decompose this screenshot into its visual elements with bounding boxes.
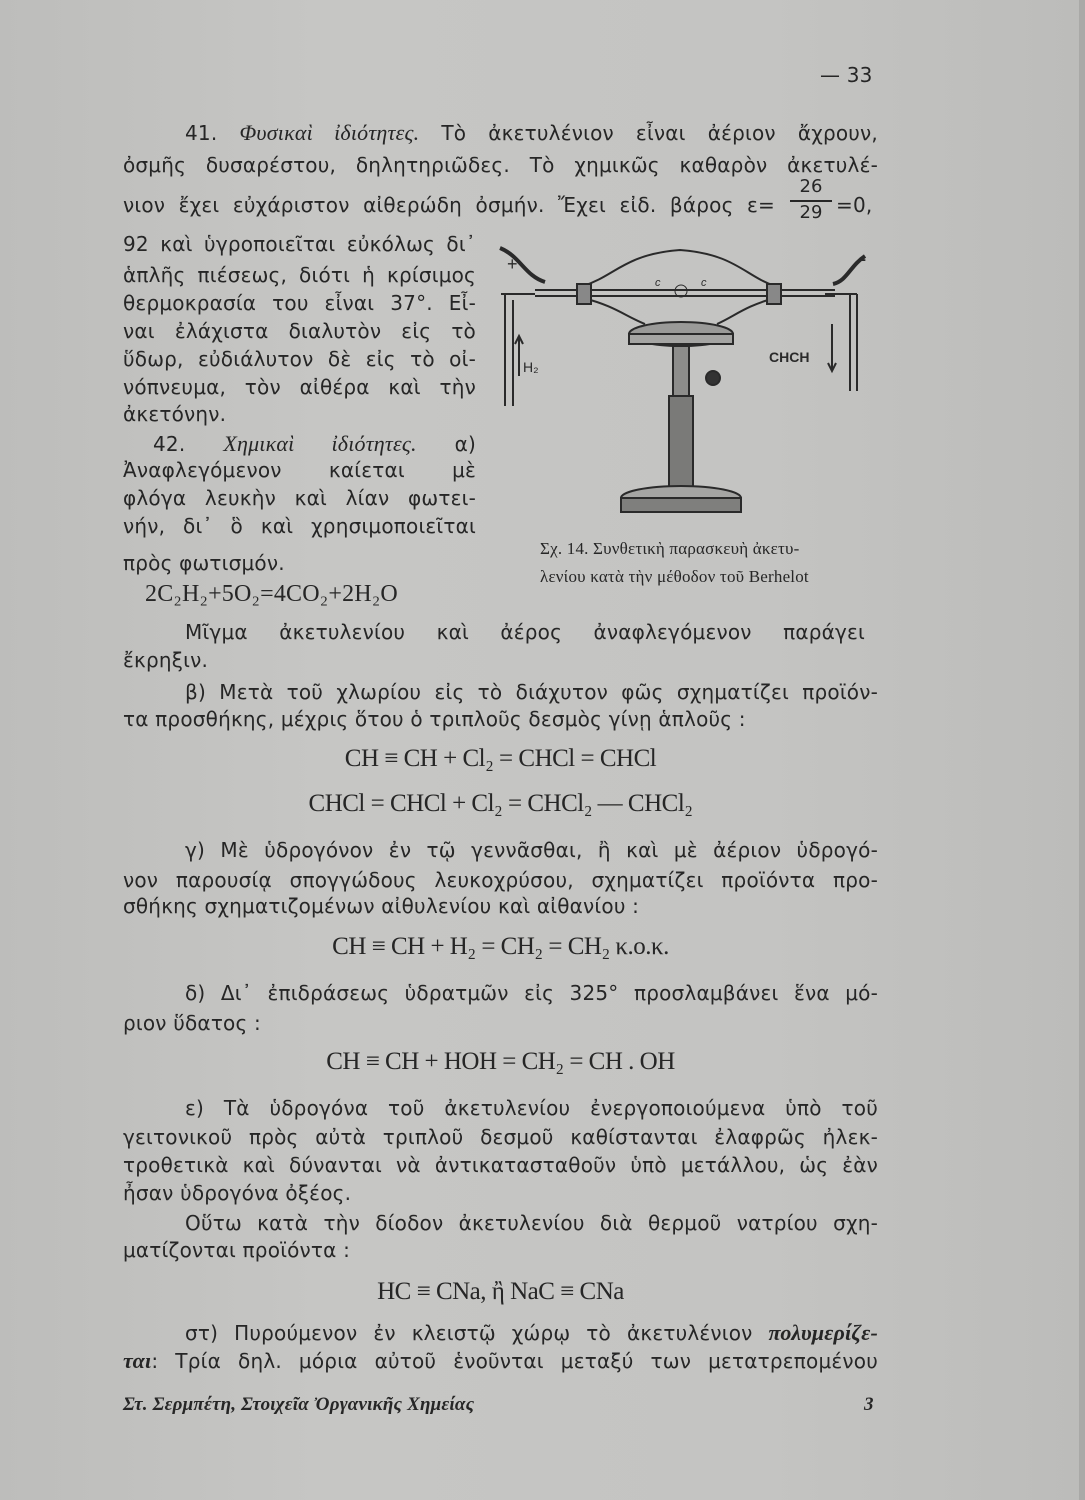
footer-title: Στ. Σερμπέτη, Στοιχεῖα Ὀργανικῆς Χημείας — [123, 1394, 475, 1415]
column-line: ἀκετόνην. — [123, 402, 227, 426]
sodium-line-2: ματίζονται προϊόντα : — [123, 1238, 351, 1262]
column-line: Ἀναφλεγόμενον καίεται μὲ — [123, 458, 476, 482]
section-41-line-2: ὀσμῆς δυσαρέστου, δηλητηριῶδες. Τὸ χημικῶς καθαρὸν ἀκετυλέ- — [123, 153, 878, 177]
text: στ) Πυρούμενον ἐν κλειστῷ χώρῳ τὸ ἀκετυλένιον — [185, 1321, 769, 1345]
down-arrow-icon — [828, 324, 836, 371]
epsilon-line-3: τροθετικὰ καὶ δύνανται νὰ ἀντικατασταθοῦν ὑπὸ μετάλλου, ὡς ἐὰν — [123, 1153, 878, 1177]
sodium-line-1: Οὕτω κατὰ τὴν δίοδον ἀκετυλενίου διὰ θερμοῦ νατρίου σχη- — [185, 1211, 878, 1235]
mixture-line-2: ἔκρηξιν. — [123, 648, 209, 672]
section-41-line-3: νιον ἔχει εὐχάριστον αἰθερώδη ὀσμήν. Ἔχει εἰδ. βάρος ε= — [123, 193, 775, 217]
glass-globe-top — [583, 250, 775, 286]
epsilon-line-1: ε) Τὰ ὑδρογόνα τοῦ ἀκετυλενίου ἐνεργοποιούμενα ὑπὸ τοῦ — [185, 1096, 878, 1120]
gamma-line-1: γ) Μὲ ὑδρογόνον ἐν τῷ γεννᾶσθαι, ἢ καὶ μὲ ἀέριον ὑδρογό- — [185, 838, 878, 862]
left-clamp — [577, 284, 591, 304]
stand-column — [669, 396, 693, 496]
equation-sodium-acetylide: HC ≡ CNa, ἢ NaC ≡ CNa — [377, 1278, 624, 1305]
minus-label: - — [859, 246, 867, 271]
section-title: Φυσικαὶ ἰδιότητες. — [239, 120, 420, 145]
column-line: θερμοκρασία του εἶναι 37°. Εἶ- — [123, 291, 476, 315]
epsilon-line-4: ἦσαν ὑδρογόνα ὀξέος. — [123, 1181, 352, 1205]
st-line-1 — [123, 1320, 878, 1346]
column-line: ὕδωρ, εὐδιάλυτον δὲ εἰς τὸ οἰ- — [123, 347, 476, 371]
outlet-tube — [825, 294, 857, 391]
beta-line-1: β) Μετὰ τοῦ χλωρίου εἰς τὸ διάχυτον φῶς σχηματίζει προϊόν- — [185, 680, 878, 704]
page-edge — [1079, 0, 1085, 1500]
epsilon-line-2: γειτονικοῦ πρὸς αὐτὰ τριπλοῦ δεσμοῦ καθίστανται ἐλαφρῶς ἠλεκ- — [123, 1125, 878, 1149]
mixture-line-1: Μῖγμα ἀκετυλενίου καὶ ἀέρος ἀναφλεγόμενον παράγει — [185, 620, 865, 644]
adjust-knob — [706, 371, 720, 385]
up-arrow-icon — [515, 336, 523, 376]
text: Τὸ ἀκετυλένιον εἶναι ἀέριον ἄχρουν, — [419, 121, 878, 145]
right-clamp — [767, 284, 781, 304]
plus-label: + — [507, 254, 518, 274]
h2-label: H₂ — [523, 359, 539, 375]
section-41-line-3-tail: =0, — [836, 193, 873, 217]
figure-caption-line-1: Σχ. 14. Συνθετικὴ παρασκευὴ ἀκετυ- — [540, 539, 800, 558]
gamma-line-3: σθήκης σχηματιζομένων αἰθυλενίου καὶ αἰθανίου : — [123, 894, 640, 918]
chch-label: CHCH — [769, 349, 810, 365]
column-line: φλόγα λευκὴν καὶ λίαν φωτει- — [123, 486, 476, 510]
equation-chlorination-1: CH ≡ CH + Cl₂ = CHCl = CHCl — [344, 745, 657, 772]
equation-combustion: 2C₂H₂+5O₂=4CO₂+2H₂O — [145, 581, 398, 607]
equation-hydration: CH ≡ CH + HOH = CH₂ = CH . OH — [326, 1048, 675, 1075]
stand-upper-rod — [673, 346, 689, 401]
column-line: νήν, δι᾿ ὃ καὶ χρησιμοποιεῖται — [123, 514, 476, 538]
section-41-line-1 — [123, 120, 878, 146]
footer-signature: 3 — [864, 1394, 874, 1415]
equation-hydrogenation: CH ≡ CH + H₂ = CH₂ = CH₂ κ.ο.κ. — [332, 933, 669, 960]
electrode-label: c — [701, 277, 707, 289]
column-line: ναι ἐλάχιστα διαλυτὸν εἰς τὸ — [123, 319, 476, 343]
equation-chlorination-2: CHCl = CHCl + Cl₂ = CHCl₂ — CHCl₂ — [308, 790, 693, 817]
fraction-denominator: 29 — [799, 202, 823, 223]
column-line: πρὸς φωτισμόν. — [123, 551, 285, 575]
section-number: 42. — [153, 432, 224, 456]
item-marker: α) — [454, 432, 476, 456]
column-line: νόπνευμα, τὸν αἰθέρα καὶ τὴν — [123, 375, 476, 399]
text: : Τρία δηλ. μόρια αὐτοῦ ἑνοῦνται μεταξύ των μετατρεπομένου — [151, 1349, 878, 1373]
page-number: — 33 — [820, 63, 873, 87]
beta-line-2: τα προσθήκης, μέχρις ὅτου ὁ τριπλοῦς δεσμὸς γίνῃ ἁπλοῦς : — [123, 707, 746, 731]
italic-term: πολυμερίζε- — [768, 1320, 878, 1345]
st-line-2 — [123, 1348, 878, 1374]
column-line: ἁπλῆς πιέσεως, διότι ἡ κρίσιμος — [123, 263, 476, 287]
figure-caption-line-2: λενίου κατὰ τὴν μέθοδον τοῦ Berhelot — [540, 567, 809, 586]
section-title: Χημικαὶ ἰδιότητες. — [223, 431, 417, 456]
fraction-numerator: 26 — [799, 176, 823, 197]
electrode-label: c — [655, 277, 661, 289]
italic-term: ται — [123, 1348, 152, 1373]
section-number: 41. — [185, 121, 240, 145]
delta-line-2: ριον ὕδατος : — [123, 1011, 261, 1035]
berthelot-apparatus-figure — [495, 236, 875, 526]
section-42-heading — [123, 431, 476, 457]
delta-line-1: δ) Δι᾿ ἐπιδράσεως ὑδρατμῶν εἰς 325° προσλαμβάνει ἕνα μό- — [185, 981, 878, 1005]
gamma-line-2: νον παρουσίᾳ σπογγώδους λευκοχρύσου, σχηματίζει προϊόντα προ- — [123, 868, 878, 892]
glass-globe-bottom — [583, 298, 775, 324]
column-line: 92 καὶ ὑγροποιεῖται εὐκόλως δι᾿ — [123, 232, 476, 256]
